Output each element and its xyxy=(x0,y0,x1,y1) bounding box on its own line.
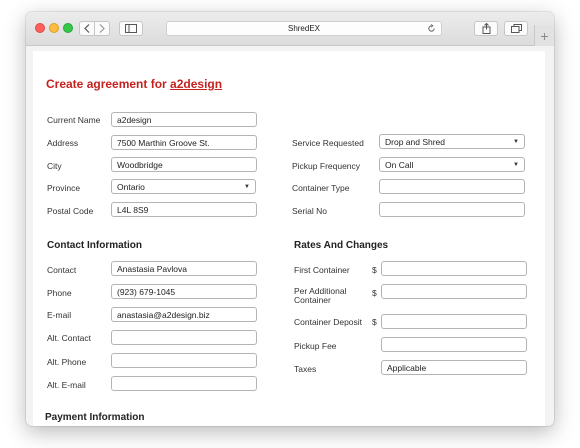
alt-contact-field[interactable] xyxy=(111,330,257,345)
page-title-prefix: Create agreement for xyxy=(46,77,171,91)
taxes-value: Applicable xyxy=(387,362,427,373)
minimize-window-button[interactable] xyxy=(49,23,59,33)
first-container-field[interactable] xyxy=(381,261,527,276)
share-button[interactable] xyxy=(474,21,498,36)
city-label: City xyxy=(47,161,62,171)
company-link[interactable]: a2design xyxy=(170,77,223,91)
tab-overview-button[interactable] xyxy=(504,21,528,36)
alt-phone-field[interactable] xyxy=(111,353,257,368)
browser-toolbar xyxy=(26,12,554,46)
current-name-field[interactable] xyxy=(111,112,257,127)
address-field[interactable] xyxy=(111,135,257,150)
reload-icon[interactable] xyxy=(427,24,436,33)
address-label: Address xyxy=(47,138,79,148)
service-requested-label: Service Requested xyxy=(292,138,364,148)
city-field[interactable] xyxy=(111,157,257,172)
taxes-label: Taxes xyxy=(294,364,317,374)
per-additional-label: Per Additional Container xyxy=(294,286,347,305)
email-label: E-mail xyxy=(47,310,72,320)
chevron-left-icon xyxy=(84,24,90,33)
sidebar-icon xyxy=(125,24,137,33)
per-additional-field[interactable] xyxy=(381,284,527,299)
share-icon xyxy=(482,23,491,34)
phone-value: (923) 679-1045 xyxy=(117,286,176,297)
new-tab-button[interactable] xyxy=(534,25,554,46)
caret-down-icon: ▼ xyxy=(513,138,519,145)
container-deposit-currency: $ xyxy=(372,317,377,327)
contact-value: Anastasia Pavlova xyxy=(117,263,187,274)
per-additional-currency: $ xyxy=(372,288,377,298)
alt-contact-label: Alt. Contact xyxy=(47,333,91,343)
close-window-button[interactable] xyxy=(35,23,45,33)
province-select[interactable] xyxy=(111,179,256,194)
back-button[interactable] xyxy=(79,21,95,36)
container-deposit-field[interactable] xyxy=(381,314,527,329)
chevron-right-icon xyxy=(99,24,105,33)
url-text: ShredEX xyxy=(287,24,321,33)
current-name-value: a2design xyxy=(117,114,152,125)
rates-section-heading: Rates And Changes xyxy=(294,240,389,251)
contact-section-heading: Contact Information xyxy=(47,240,142,251)
pickup-frequency-select[interactable] xyxy=(379,157,525,172)
first-container-currency: $ xyxy=(372,265,377,275)
pickup-frequency-value: On Call xyxy=(385,159,414,170)
alt-phone-label: Alt. Phone xyxy=(47,357,87,367)
service-requested-select[interactable] xyxy=(379,134,525,149)
caret-down-icon: ▼ xyxy=(244,183,250,190)
email-value: anastasia@a2design.biz xyxy=(117,309,210,320)
browser-window xyxy=(26,12,554,426)
container-type-label: Container Type xyxy=(292,183,350,193)
postal-code-field[interactable] xyxy=(111,202,257,217)
payment-section-heading: Payment Information xyxy=(45,412,145,423)
first-container-label: First Container xyxy=(294,265,350,275)
serial-no-field[interactable] xyxy=(379,202,525,217)
address-value: 7500 Marthin Groove St. xyxy=(117,137,210,148)
contact-label: Contact xyxy=(47,265,77,275)
container-type-field[interactable] xyxy=(379,179,525,194)
zoom-window-button[interactable] xyxy=(63,23,73,33)
postal-code-value: L4L 8S9 xyxy=(117,204,149,215)
sidebar-toggle-button[interactable] xyxy=(119,21,143,36)
pickup-frequency-label: Pickup Frequency xyxy=(292,161,361,171)
phone-label: Phone xyxy=(47,288,72,298)
address-bar[interactable] xyxy=(166,21,442,36)
city-value: Woodbridge xyxy=(117,159,163,170)
container-deposit-label: Container Deposit xyxy=(294,317,363,327)
province-value: Ontario xyxy=(117,181,145,192)
alt-email-label: Alt. E-mail xyxy=(47,380,86,390)
plus-icon: + xyxy=(540,27,549,44)
pickup-fee-label: Pickup Fee xyxy=(294,341,337,351)
current-name-label: Current Name xyxy=(47,115,101,125)
pickup-fee-field[interactable] xyxy=(381,337,527,352)
page-content xyxy=(33,51,545,426)
province-label: Province xyxy=(47,183,81,193)
contact-field[interactable] xyxy=(111,261,257,276)
serial-no-label: Serial No xyxy=(292,206,327,216)
forward-button[interactable] xyxy=(94,21,110,36)
caret-down-icon: ▼ xyxy=(513,161,519,168)
tabs-icon xyxy=(511,24,522,33)
postal-code-label: Postal Code xyxy=(47,206,94,216)
phone-field[interactable] xyxy=(111,284,257,299)
taxes-field[interactable] xyxy=(381,360,527,375)
service-requested-value: Drop and Shred xyxy=(385,136,446,147)
alt-email-field[interactable] xyxy=(111,376,257,391)
page-title xyxy=(46,77,222,91)
email-field[interactable] xyxy=(111,307,257,322)
